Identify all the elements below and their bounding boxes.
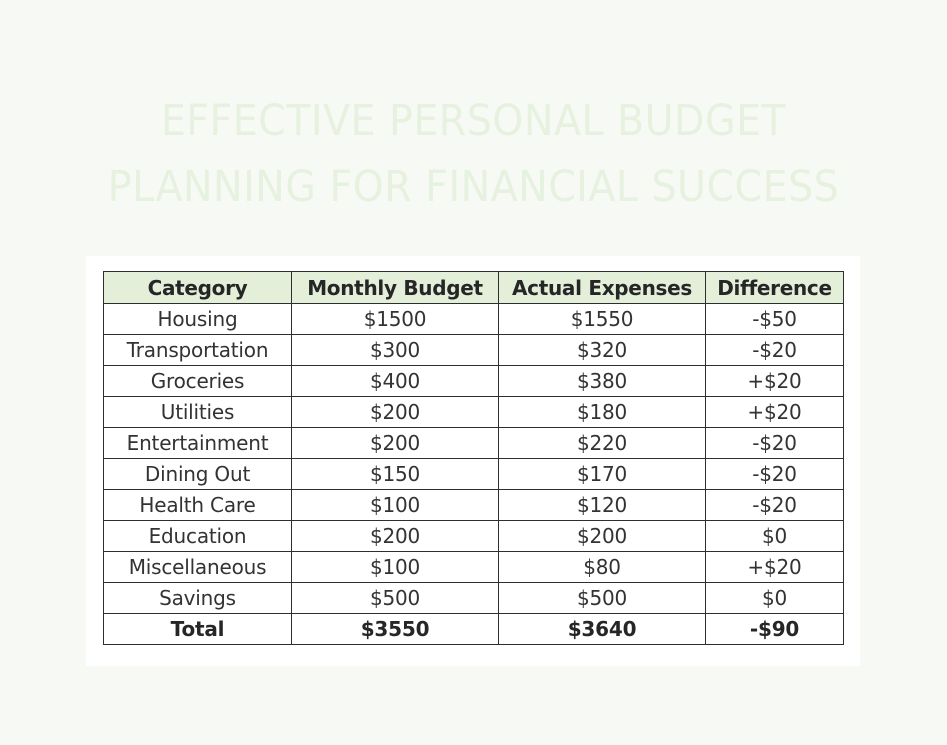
cell-category: Education xyxy=(104,521,292,552)
cell-actual: $170 xyxy=(499,459,706,490)
cell-budget: $1500 xyxy=(292,304,499,335)
table-row xyxy=(104,459,844,490)
cell-difference: -$20 xyxy=(706,490,844,521)
total-label: Total xyxy=(104,614,292,645)
cell-budget: $100 xyxy=(292,490,499,521)
cell-category: Savings xyxy=(104,583,292,614)
table-card xyxy=(86,256,860,666)
cell-difference: -$20 xyxy=(706,428,844,459)
table-row xyxy=(104,397,844,428)
cell-budget: $200 xyxy=(292,397,499,428)
cell-budget: $200 xyxy=(292,428,499,459)
cell-difference: $0 xyxy=(706,583,844,614)
cell-budget: $100 xyxy=(292,552,499,583)
cell-actual: $1550 xyxy=(499,304,706,335)
cell-actual: $320 xyxy=(499,335,706,366)
cell-actual: $500 xyxy=(499,583,706,614)
cell-budget: $150 xyxy=(292,459,499,490)
table-row xyxy=(104,366,844,397)
table-row xyxy=(104,583,844,614)
cell-budget: $400 xyxy=(292,366,499,397)
header-actual-expenses: Actual Expenses xyxy=(499,272,706,304)
cell-category: Entertainment xyxy=(104,428,292,459)
cell-category: Housing xyxy=(104,304,292,335)
table-row xyxy=(104,521,844,552)
cell-category: Dining Out xyxy=(104,459,292,490)
cell-difference: +$20 xyxy=(706,552,844,583)
cell-actual: $180 xyxy=(499,397,706,428)
header-monthly-budget: Monthly Budget xyxy=(292,272,499,304)
page-title xyxy=(38,88,909,220)
cell-budget: $300 xyxy=(292,335,499,366)
budget-table xyxy=(103,271,844,645)
total-row xyxy=(104,614,844,645)
title-line-1: EFFECTIVE PERSONAL BUDGET xyxy=(160,96,787,146)
cell-difference: +$20 xyxy=(706,397,844,428)
table-row xyxy=(104,552,844,583)
table-row xyxy=(104,490,844,521)
cell-difference: $0 xyxy=(706,521,844,552)
total-actual: $3640 xyxy=(499,614,706,645)
total-difference: -$90 xyxy=(706,614,844,645)
header-difference: Difference xyxy=(706,272,844,304)
cell-difference: +$20 xyxy=(706,366,844,397)
cell-category: Health Care xyxy=(104,490,292,521)
cell-actual: $200 xyxy=(499,521,706,552)
cell-actual: $120 xyxy=(499,490,706,521)
cell-difference: -$20 xyxy=(706,335,844,366)
cell-actual: $220 xyxy=(499,428,706,459)
cell-difference: -$50 xyxy=(706,304,844,335)
header-row xyxy=(104,272,844,304)
total-budget: $3550 xyxy=(292,614,499,645)
table-row xyxy=(104,428,844,459)
cell-budget: $500 xyxy=(292,583,499,614)
title-line-2: PLANNING FOR FINANCIAL SUCCESS xyxy=(107,162,840,212)
cell-actual: $80 xyxy=(499,552,706,583)
cell-actual: $380 xyxy=(499,366,706,397)
table-row xyxy=(104,304,844,335)
cell-category: Groceries xyxy=(104,366,292,397)
cell-category: Transportation xyxy=(104,335,292,366)
cell-category: Utilities xyxy=(104,397,292,428)
header-category: Category xyxy=(104,272,292,304)
cell-budget: $200 xyxy=(292,521,499,552)
table-row xyxy=(104,335,844,366)
cell-difference: -$20 xyxy=(706,459,844,490)
cell-category: Miscellaneous xyxy=(104,552,292,583)
